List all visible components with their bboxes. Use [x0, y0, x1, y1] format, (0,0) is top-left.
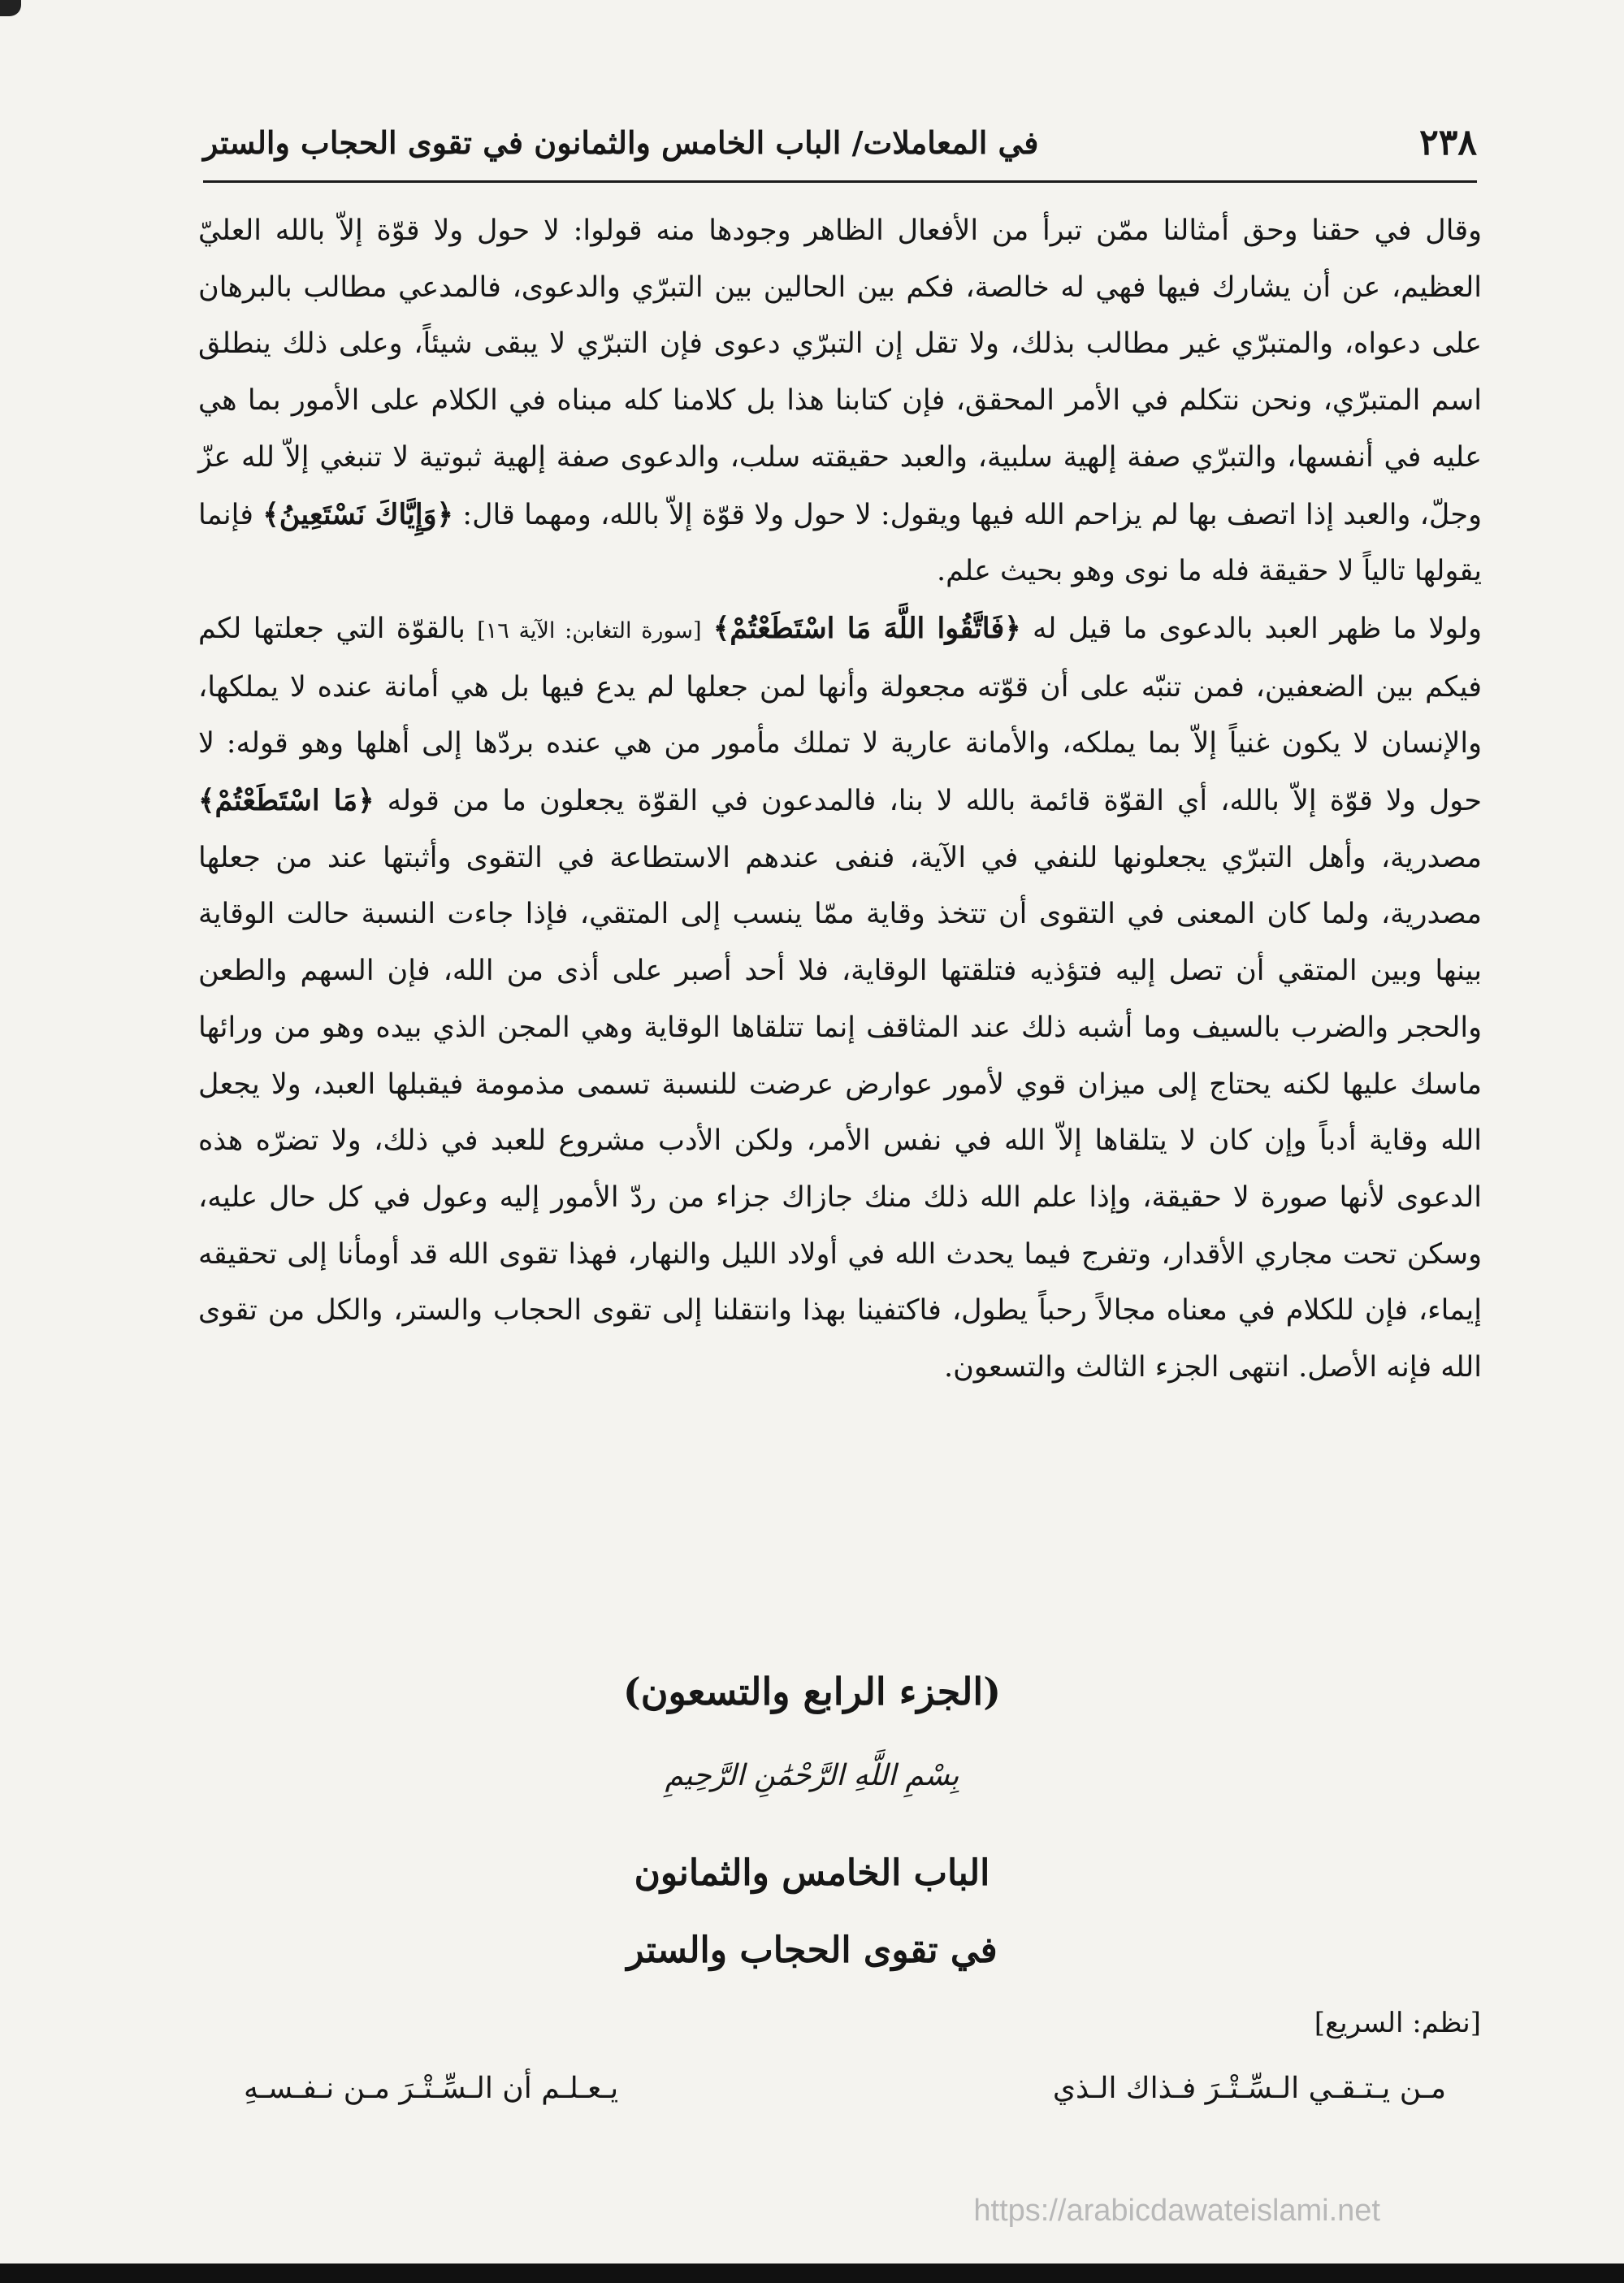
quran-verse: ﴿فَاتَّقُوا اللَّهَ مَا اسْتَطَعْتُمْ﴾	[712, 611, 1021, 645]
page-header	[203, 114, 1477, 171]
page-number: ٢٣٨	[1419, 121, 1477, 163]
paragraph-text: فإنما يقولها تالياً لا حقيقة فله ما نوى وهو بحيث علم.	[198, 498, 1482, 588]
poem-meter-label: [نظم: السريع]	[1314, 2007, 1481, 2039]
chapter-subtitle: في تقوى الحجاب والستر	[626, 1930, 998, 1971]
main-text	[198, 203, 1482, 1397]
verse-citation: [سورة التغابن: الآية ١٦]	[477, 617, 702, 643]
quran-verse: ﴿وَإِيَّاكَ نَسْتَعِينُ﴾	[262, 497, 454, 531]
watermark-url: https://arabicdawateislami.net	[973, 2194, 1380, 2228]
paragraph	[198, 203, 1482, 600]
poem-verse	[244, 2072, 1446, 2105]
paragraph-text: وقال في حقنا وحق أمثالنا ممّن تبرأ من الأفعال الظاهر وجودها منه قولوا: لا حول ولا قوّة إلاّ بالله العليّ العظيم، عن أن يشارك فيها فهي له خالصة، فكم بين الحالين بين التبرّي والدعوى، فالمدعي مطالب بالبرهان على دعواه، والمتبرّي غير مطالب بذلك، ولا تقل إن التبرّي دعوى فإن التبرّي لا يبقى شيئاً، وعلى ذلك ينطلق اسم المتبرّي، ونحن نتكلم في الأمر المحقق، فإن كتابنا هذا بل كلامنا كله مبناه في الكلام على الأمور بما هي عليه في أنفسها، والتبرّي صفة إلهية سلبية، والعبد حقيقته سلب، والدعوى صفة إلهية ثبوتية لا تنبغي إلاّ لله عزّ وجلّ، والعبد إذا اتصف بها لم يزاحم الله فيها ويقول: لا حول ولا قوّة إلاّ بالله، ومهما قال:	[198, 214, 1482, 531]
basmala: بِسْمِ اللَّهِ الرَّحْمَٰنِ الرَّحِيمِ	[665, 1759, 959, 1792]
paragraph	[198, 600, 1482, 1397]
paragraph-text: مصدرية، وأهل التبرّي يجعلونها للنفي في الآية، فنفى عندهم الاستطاعة في التقوى وأثبتها عند من جعلها مصدرية، ولما كان المعنى في التقوى أن تتخذ وقاية ممّا ينسب إلى المتقي، فإذا جاءت النسبة حالت الوقاية بينها وبين المتقي أن تصل إليه فتؤذيه فتلقتها الوقاية، فلا أحد أصبر على أذى من الله، فإن السهم والطعن والحجر والضرب بالسيف وما أشبه ذلك عند المثاقف إنما تتلقاها الوقاية وهي المجن الذي بيده وهو من ورائها ماسك عليها لكنه يحتاج إلى ميزان قوي لأمور عوارض عرضت للنسبة تسمى مذمومة فيقبلها العبد، ولا يجعل الله وقاية أدباً وإن كان لا يتلقاها إلاّ الله في نفس الأمر، ولكن الأدب مشروع للعبد في ذلك، ولا تضرّه هذه الدعوى لأنها صورة لا حقيقة، وإذا علم الله ذلك منك جازاك جزاء من ردّ الأمور إليه وعول في كل حال عليه، وسكن تحت مجاري الأقدار، وتفرج فيما يحدث الله في أولاد الليل والنهار، فهذا تقوى الله قد أومأنا إلى تحقيقه إيماء، فإن للكلام في معناه مجالاً رحباً يطول، فاكتفينا بهذا وانتقلنا إلى تقوى الحجاب والستر، والكل من تقوى الله فإنه الأصل. انتهى الجزء الثالث والتسعون.	[198, 841, 1482, 1384]
running-title: في المعاملات/ الباب الخامس والثمانون في تقوى الحجاب والستر	[203, 123, 1039, 161]
part-heading: (الجزء الرابع والتسعون)	[623, 1670, 1001, 1713]
paragraph-text: ولولا ما ظهر العبد بالدعوى ما قيل له	[1033, 612, 1482, 645]
poem-hemistich-first: مـن يـتـقـي الـسِّـتْـرَ فـذاك الـذي	[1052, 2072, 1446, 2105]
poem-hemistich-second: يـعـلـم أن الـسِّـتْـرَ مـن نـفـسـهِ	[244, 2072, 619, 2105]
scan-corner-mark	[0, 0, 21, 16]
scan-bottom-edge	[0, 2264, 1624, 2283]
quran-verse: ﴿مَا اسْتَطَعْتُمْ﴾	[198, 784, 375, 818]
header-rule	[203, 180, 1477, 183]
paragraph-text: بالقوّة التي جعلتها لكم فيكم بين الضعفين، فمن تنبّه على أن قوّته مجعولة وأنها لمن جعلها لم يدع فيها بل هي أمانة عنده لا يملكها، والإنسان لا يكون غنياً إلاّ بما يملكه، والأمانة عارية لا تملك مأمور من هي عنده بردّها إلى أهلها وهو قوله: لا حول ولا قوّة إلاّ بالله، أي القوّة قائمة بالله لا بنا، فالمدعون في القوّة يجعلون ما من قوله	[198, 612, 1482, 818]
chapter-title: الباب الخامس والثمانون	[634, 1852, 990, 1894]
